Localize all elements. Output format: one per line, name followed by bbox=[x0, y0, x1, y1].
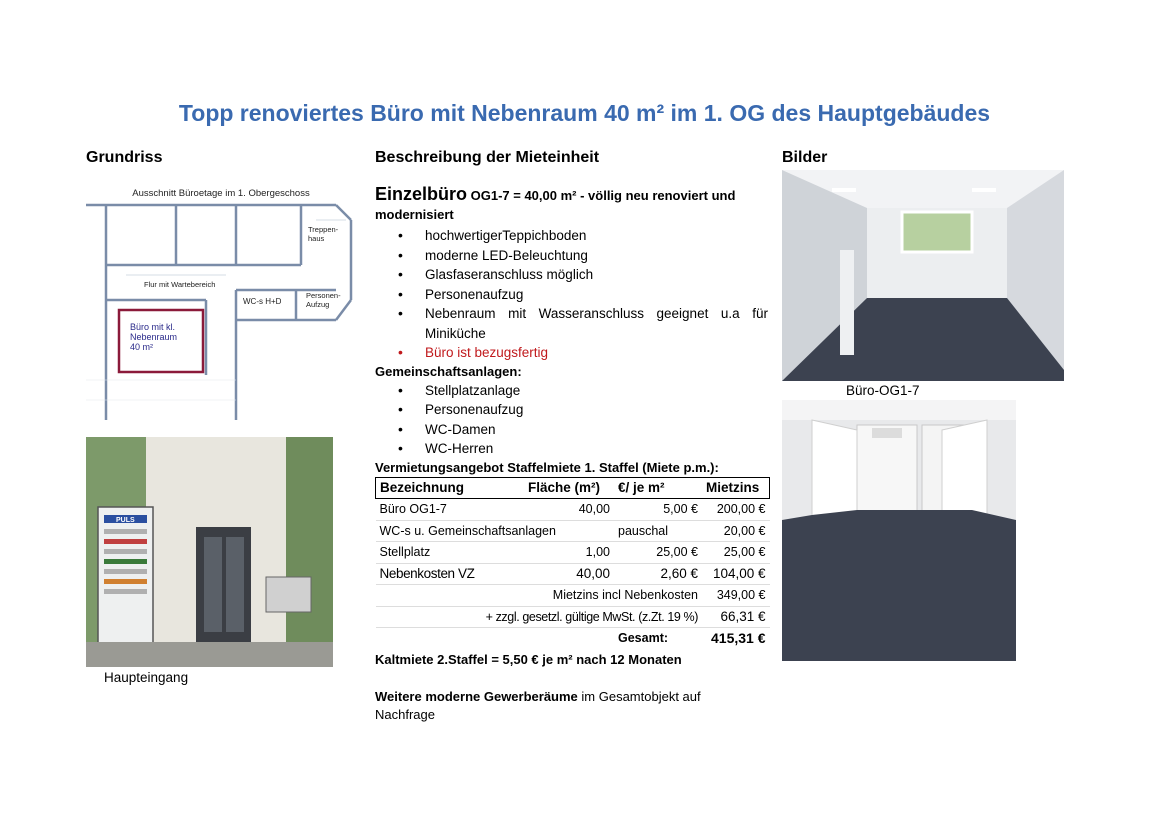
description-heading: Beschreibung der Mieteinheit bbox=[375, 149, 600, 166]
grundriss-heading: Grundriss bbox=[86, 149, 163, 166]
table-cell: 20,00 € bbox=[723, 523, 766, 538]
unit-title: Einzelbüro bbox=[375, 184, 468, 204]
list-item: • WC-Damen bbox=[375, 420, 770, 440]
wc-label: WC-s H+D bbox=[243, 297, 282, 306]
list-item: • Personenaufzug bbox=[375, 285, 770, 305]
table-row bbox=[376, 499, 770, 521]
pictures-heading: Bilder bbox=[782, 149, 828, 166]
svg-text:Personen-: Personen- bbox=[306, 291, 341, 300]
unit-description: OG1-7 = 40,00 m² - völlig neu renoviert und modernisiert bbox=[375, 188, 736, 222]
feature-list bbox=[375, 226, 770, 363]
list-item: • WC-Herren bbox=[375, 439, 770, 459]
svg-text:Aufzug: Aufzug bbox=[306, 300, 330, 309]
table-row bbox=[376, 520, 770, 542]
entrance-sign-text: PULS bbox=[116, 517, 135, 524]
entrance-caption: Haupteingang bbox=[104, 670, 189, 685]
list-item: • moderne LED-Beleuchtung bbox=[375, 246, 770, 266]
table-cell: 104,00 € bbox=[712, 566, 766, 582]
page-title: Topp renoviertes Büro mit Nebenraum 40 m² im 1. OG des Hauptgebäudes bbox=[178, 100, 991, 126]
office-photo-1 bbox=[782, 170, 1064, 381]
ready-item: • Büro ist bezugsfertig bbox=[375, 343, 770, 363]
staffel2-note: Kaltmiete 2.Staffel = 5,50 € je m² nach 12 Monaten bbox=[375, 651, 682, 667]
table-cell: 200,00 € bbox=[716, 502, 766, 517]
table-row bbox=[376, 542, 770, 564]
photo1-caption: Büro-OG1-7 bbox=[846, 383, 920, 398]
table-header: Mietzins bbox=[706, 480, 760, 496]
table-cell: Nebenkosten VZ bbox=[379, 566, 475, 582]
table-header: Bezeichnung bbox=[380, 480, 465, 496]
table-row bbox=[376, 606, 770, 628]
list-item: • hochwertigerTeppichboden bbox=[375, 226, 770, 246]
total-value: 415,31 € bbox=[711, 630, 766, 647]
more-offices-rest: im Gesamtobjekt auf Nachfrage bbox=[375, 688, 701, 722]
subtotal-value: 349,00 € bbox=[716, 588, 766, 603]
vat-label: + zzgl. gesetzl. gültige MwSt. (z.Zt. 19 %) bbox=[485, 609, 698, 624]
flur-label: Flur mit Wartebereich bbox=[144, 280, 216, 289]
table-cell: 1,00 bbox=[585, 545, 610, 560]
table-cell: 5,00 € bbox=[663, 502, 698, 517]
office-photo-2 bbox=[782, 400, 1016, 661]
table-cell: Stellplatz bbox=[379, 545, 431, 560]
common-heading: Gemeinschaftsanlagen: bbox=[375, 363, 522, 379]
subtotal-label: Mietzins incl Nebenkosten bbox=[552, 588, 698, 603]
list-item: • Personenaufzug bbox=[375, 400, 770, 420]
table-cell: 25,00 € bbox=[723, 545, 766, 560]
list-item: • Nebenraum mit Wasseranschluss geeignet u.a für Miniküche bbox=[375, 304, 770, 343]
table-cell: 40,00 bbox=[576, 566, 610, 582]
common-list bbox=[375, 381, 770, 459]
total-label: Gesamt: bbox=[618, 631, 669, 646]
floorplan-image bbox=[86, 180, 356, 420]
table-header: €/ je m² bbox=[618, 480, 665, 496]
list-item: • Stellplatzanlage bbox=[375, 381, 770, 401]
table-header-row bbox=[376, 477, 770, 499]
more-offices-bold: Weitere moderne Gewerberäume bbox=[375, 688, 578, 704]
office-label-2: Nebenraum bbox=[130, 332, 178, 342]
entrance-photo bbox=[86, 437, 333, 667]
more-offices-note bbox=[375, 688, 735, 724]
table-cell: 25,00 € bbox=[656, 545, 698, 560]
table-row bbox=[376, 628, 770, 649]
description-block bbox=[375, 185, 770, 724]
table-cell: WC-s u. Gemeinschaftsanlagen bbox=[379, 523, 556, 538]
office-label-1: Büro mit kl. bbox=[130, 322, 176, 332]
vat-value: 66,31 € bbox=[720, 609, 766, 625]
table-cell: 2,60 € bbox=[660, 566, 698, 582]
table-row bbox=[376, 563, 770, 585]
table-row bbox=[376, 585, 770, 607]
offer-heading: Vermietungsangebot Staffelmiete 1. Staffel (Miete p.m.): bbox=[375, 459, 719, 475]
svg-text:Treppen-: Treppen- bbox=[308, 225, 339, 234]
rent-table bbox=[375, 477, 770, 649]
list-item: • Glasfaseranschluss möglich bbox=[375, 265, 770, 285]
svg-text:haus: haus bbox=[308, 234, 325, 243]
floorplan-caption: Ausschnitt Büroetage im 1. Obergeschoss bbox=[132, 188, 310, 199]
table-header: Fläche (m²) bbox=[528, 480, 601, 496]
table-cell: 40,00 bbox=[578, 502, 610, 517]
office-label-3: 40 m² bbox=[130, 342, 154, 352]
unit-summary bbox=[375, 185, 770, 224]
table-cell: Büro OG1-7 bbox=[379, 502, 447, 517]
table-cell: pauschal bbox=[618, 523, 669, 538]
